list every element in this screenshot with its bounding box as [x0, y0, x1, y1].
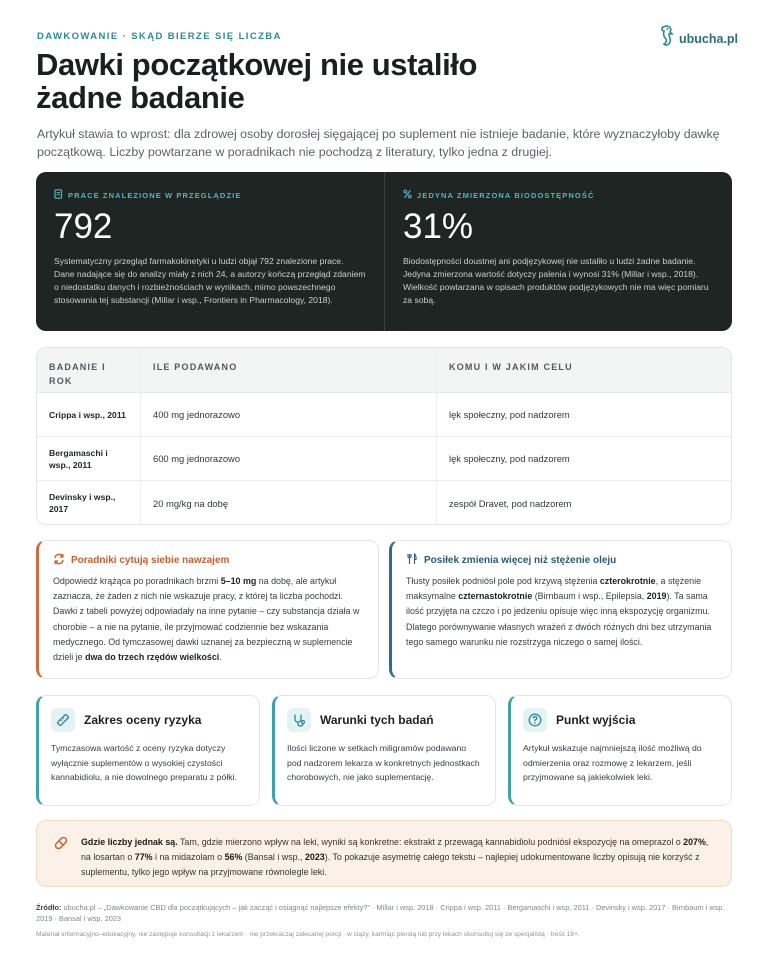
- callout-text: Odpowiedź krążąca po poradnikach brzmi 5–10 mg na dobę, ale artykuł zaznacza, że żaden z nich nie wskazuje pracy, z której ta liczba pochodzi. Dawki z tabeli powyżej odpowiadały na inne pytanie – czy substancja działa w chorobie – a nie na pytanie, ile przyjmować codziennie bez wskazania medycznego. Od tymczasowej dawki uznanej za bezpieczną w suplemencie dzieli je dwa do trzech rzędów wielkości.: [53, 576, 360, 663]
- card-starting-point: [508, 695, 732, 806]
- lead-paragraph: Artykuł stawia to wprost: dla zdrowej osoby dorosłej sięgającej po suplement nie istnieje badanie, które wyznaczyłoby dawkę początkową. Liczby powtarzane w poradnikach nie pochodzą z literatury, tylko jedna z drugiej.: [37, 127, 720, 159]
- callout-title: Posiłek zmienia więcej niż stężenie oleju: [424, 555, 617, 566]
- callout-text: Tłusty posiłek podniósł pole pod krzywą stężenia czterokrotnie, a stężenie maksymalne czternastokrotnie (Birnbaum i wsp., Epilepsia, 2019). Ta sama ilość przyjęta na czczo i po jedzeniu opisuje więc inną ekspozycję organizmu. Dlatego porównywanie własnych wrażeń z dwóch różnych dni bez utrzymania tego samego warunku nie rozstrzyga niczego o samej ilości.: [406, 576, 712, 647]
- drug-interaction-note: [36, 820, 732, 887]
- sources-line: Źródło: ubucha.pl – „Dawkowanie CBD dla początkujących – jak zacząć i osiągnąć najlepsze efekty?” · Millar i wsp. 2018 · Crippa i wsp. 2011 · Bergamaschi i wsp. 2011 · Devinsky i wsp. 2017 · Birnbaum i wsp. 2019 · Bansal i wsp. 2023: [36, 903, 725, 923]
- stat-description: Systematyczny przegląd farmakokinetyki u ludzi objął 792 znalezione prace. Dane nadające się do analizy miały z nich 24, a autorzy kończą przegląd zdaniem o niedostatku danych i rozbieżnościach w wynikach, mimo powszechnego stosowania tej substancji (Millar i wsp., Frontiers in Pharmacology, 2018).: [54, 256, 366, 305]
- document-icon: [54, 189, 63, 201]
- column-header-purpose: KOMU I W JAKIM CELU: [449, 362, 573, 372]
- fork-knife-icon: [406, 553, 418, 568]
- cell-dose: 400 mg jednorazowo: [141, 393, 437, 436]
- card-text: Artykuł wskazuje najmniejszą ilość możliwą do odmierzenia oraz rozmowę z lekarzem, jeśli przyjmowane są jakiekolwiek leki.: [523, 743, 702, 782]
- percent-icon: [403, 189, 412, 201]
- ruler-icon: [51, 708, 75, 732]
- table-row: [37, 437, 731, 481]
- disclaimer: Materiał informacyjno–edukacyjny, nie zastępuje konsultacji z lekarzem · nie przekraczaj zalecanej porcji · w ciąży, karmiąc piersią lub przy lekach skonsultuj się ze specjalistą · treść 18+.: [36, 931, 580, 938]
- cell-purpose: lęk społeczny, pod nadzorem: [449, 453, 570, 464]
- refresh-arrows-icon: [53, 553, 65, 568]
- stat-label: JEDYNA ZMIERZONA BIODOSTĘPNOŚĆ: [417, 190, 595, 200]
- eyebrow-label: DAWKOWANIE · SKĄD BIERZE SIĘ LICZBA: [37, 31, 282, 42]
- callout-guides-cite-each-other: [36, 540, 379, 679]
- note-text: Gdzie liczby jednak są. Tam, gdzie mierzono wpływ na leki, wyniki są konkretne: ekstrakt z przewagą kannabidiolu podniósł ekspozycję na omeprazol o 207%, na losartan o 77% i na midazolam o 56% (Bansal i wsp., 2023). To pokazuje asymetrię całego tekstu – najlepiej udokumentowane liczby opisują nie korzyść z suplementu, tylko jego wpływ na przyjmowane równolegle leki.: [81, 837, 709, 877]
- stat-value: 792: [54, 207, 113, 246]
- stat-bioavailability: [384, 172, 732, 331]
- table-row: [37, 481, 731, 525]
- card-risk-scope: [36, 695, 260, 806]
- card-title: Warunki tych badań: [320, 713, 434, 727]
- page-title: Dawki początkowej nie ustaliło żadne badanie: [36, 47, 478, 115]
- callout-meal-effect: [389, 540, 732, 679]
- stethoscope-icon: [287, 708, 311, 732]
- card-study-conditions: [272, 695, 496, 806]
- table-row: [37, 393, 731, 437]
- card-text: Ilości liczone w setkach miligramów podawano pod nadzorem lekarza w konkretnych jednostkach chorobowych, nie jako suplementację.: [287, 743, 480, 782]
- cell-purpose: zespół Dravet, pod nadzorem: [449, 497, 572, 509]
- cell-study: Crippa i wsp., 2011: [37, 393, 141, 436]
- stats-panel: [36, 172, 732, 331]
- cell-dose: 600 mg jednorazowo: [141, 437, 437, 480]
- column-header-study: BADANIE I ROK: [37, 348, 141, 392]
- column-header-dose: ILE PODAWANO: [141, 348, 437, 392]
- stat-label: PRACE ZNALEZIONE W PRZEGLĄDZIE: [68, 190, 242, 200]
- cell-dose: 20 mg/kg na dobę: [141, 481, 437, 525]
- stat-papers-found: [36, 172, 384, 331]
- question-circle-icon: [523, 708, 547, 732]
- card-title: Zakres oceny ryzyka: [84, 713, 202, 727]
- stat-value: 31%: [403, 207, 474, 246]
- callout-title: Poradniki cytują siebie nawzajem: [71, 555, 230, 566]
- brand-logo[interactable]: [657, 24, 738, 53]
- cell-study: Bergamaschi i wsp., 2011: [37, 437, 141, 480]
- card-title: Punkt wyjścia: [556, 713, 636, 727]
- card-text: Tymczasowa wartość z oceny ryzyka dotyczy wyłącznie suplementów o wysokiej czystości kannabidiolu, a nie dowolnego preparatu z półki.: [51, 743, 237, 782]
- dose-table: [36, 347, 732, 525]
- cell-study: Devinsky i wsp., 2017: [37, 481, 141, 525]
- seahorse-logo-icon: [657, 24, 675, 53]
- pill-icon: [53, 835, 69, 886]
- table-header: [37, 348, 731, 393]
- cell-purpose: lęk społeczny, pod nadzorem: [449, 409, 570, 420]
- brand-name: ubucha.pl: [679, 31, 739, 46]
- stat-description: Biodostępności doustnej ani podjęzykowej nie ustaliło u ludzi żadne badanie. Jedyna zmierzona wartość dotyczy palenia i wynosi 31% (Millar i wsp., 2018). Wielkość powtarzana w opisach produktów podjęzykowych nie ma więc pomiaru za sobą.: [403, 256, 709, 305]
